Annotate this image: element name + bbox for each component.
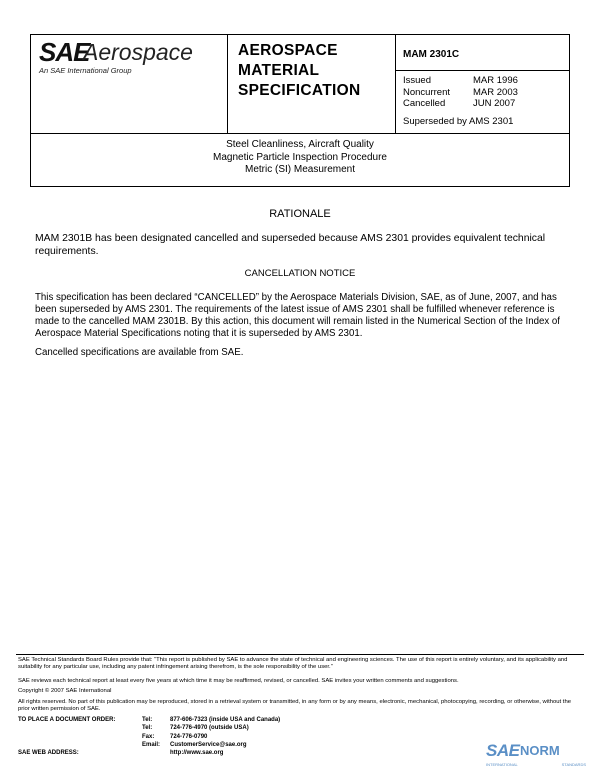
- title-line: SPECIFICATION: [238, 82, 361, 99]
- cancellation-paragraph: This specification has been declared “CANCELLED” by the Aerospace Materials Division, SAE, as of June, 2007, and has been superseded by AMS 2301. The requirements of the latest issue of AMS 2301 shall be fulfilled whenever reference is made to the cancelled MAM 2301B. By this action, this document will remain listed in the Numerical Section of the Index of Aerospace Material Specifications noting that it is superseded by AMS 2301.: [35, 292, 561, 339]
- footer-divider: [16, 654, 584, 655]
- rationale-paragraph: MAM 2301B has been designated cancelled and superseded because AMS 2301 provides equivalent technical requirements.: [35, 233, 546, 257]
- footer-rights-text: All rights reserved. No part of this publication may be reproduced, stored in a retrieval system or transmitted, in any form or by any means, electronic, mechanical, photocopying, recording, or otherwise, without the prior written permission of SAE.: [18, 699, 572, 712]
- title-line: MATERIAL: [238, 62, 320, 79]
- date-value: MAR 1996: [473, 75, 518, 86]
- footer-copyright: Copyright © 2007 SAE International: [18, 688, 112, 694]
- watermark-text: NORM: [520, 743, 560, 758]
- date-list: [396, 71, 569, 110]
- order-label: TO PLACE A DOCUMENT ORDER:: [18, 717, 116, 723]
- cancellation-heading: CANCELLATION NOTICE: [244, 268, 356, 279]
- sae-logo: SAE: [39, 37, 90, 67]
- logo-tagline: An SAE International Group: [39, 66, 132, 75]
- document-number: MAM 2301C: [396, 35, 569, 71]
- contact-key: Tel:: [142, 717, 153, 723]
- contact-key: Fax:: [142, 733, 155, 740]
- date-row-noncurrent: [403, 87, 569, 99]
- subject-box: [30, 133, 570, 187]
- email-link[interactable]: CustomerService@sae.org: [170, 741, 247, 748]
- footer-rules-text: SAE Technical Standards Board Rules provide that: “This report is published by SAE to advance the state of technical and engineering sciences. The use of this report is entirely voluntary, and its applicability and suitability for any particular use, including any patent infringement arising therefrom, is the sole responsibility of the user.”: [18, 657, 568, 670]
- availability-paragraph: Cancelled specifications are available from SAE.: [35, 347, 244, 358]
- contact-value: 724-776-0790: [170, 733, 208, 740]
- meta-cell: [395, 35, 569, 133]
- subject-line: Steel Cleanliness, Aircraft Quality: [226, 139, 374, 150]
- aerospace-logo-word: Aerospace: [83, 39, 193, 65]
- contact-key: Tel:: [142, 725, 153, 732]
- watermark-right: STANDARDS: [561, 762, 586, 767]
- header-table: [30, 34, 570, 134]
- subject-line: Metric (SI) Measurement: [244, 164, 356, 175]
- date-value: JUN 2007: [473, 98, 516, 109]
- date-label: Issued: [403, 75, 431, 86]
- logo-cell: [31, 35, 227, 133]
- watermark-subtext: [486, 762, 586, 767]
- web-label: SAE WEB ADDRESS:: [18, 750, 79, 757]
- date-row-cancelled: [403, 98, 569, 110]
- contact-value: 724-776-4970 (outside USA): [170, 725, 249, 732]
- contact-key: Email:: [142, 741, 161, 748]
- website-link[interactable]: http://www.sae.org: [170, 750, 224, 757]
- date-label: Cancelled: [403, 98, 446, 109]
- date-value: MAR 2003: [473, 86, 518, 98]
- watermark-sae-logo: SAE: [486, 741, 520, 760]
- title-cell: [227, 35, 395, 133]
- date-row-issued: [403, 75, 569, 87]
- date-label: Noncurrent: [403, 86, 450, 98]
- contact-value: 877-606-7323 (inside USA and Canada): [170, 717, 281, 723]
- sae-norm-watermark: [486, 741, 586, 771]
- document-type-title: [238, 41, 360, 101]
- subject-line: Magnetic Particle Inspection Procedure: [213, 151, 387, 163]
- title-line: AEROSPACE: [238, 42, 338, 59]
- footer-review-text: SAE reviews each technical report at least every five years at which time it may be reaffirmed, revised, or cancelled. SAE invites your written comments and suggestions.: [18, 678, 459, 684]
- watermark-left: INTERNATIONAL: [486, 762, 518, 767]
- superseded-note: Superseded by AMS 2301: [403, 115, 514, 127]
- rationale-heading: RATIONALE: [269, 208, 331, 220]
